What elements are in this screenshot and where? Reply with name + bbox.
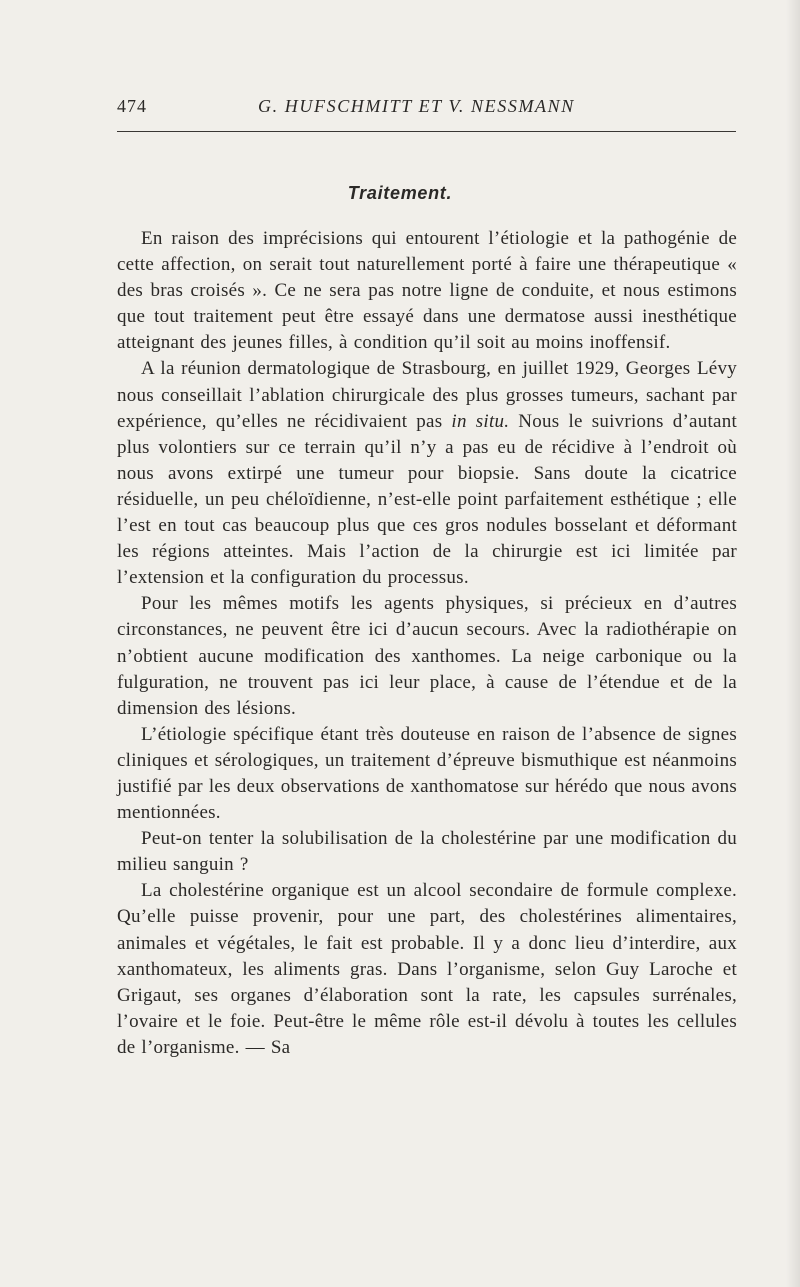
page-number: 474 <box>117 96 147 116</box>
paragraph: La cholestérine organique est un alcool secondaire de formule complexe. Qu’elle puisse provenir, pour une part, des cholestérines alimentaires, animales et végétales, le fait est probable. Il y a donc lieu d’interdire, aux xanthomateux, les aliments gras. Dans l’organisme, selon Guy Laroche et Grigaut, ses organes d’élaboration sont la rate, les capsules surrénales, l’ovaire et le foie. Peut-être le même rôle est-il dévolu à toutes les cellules de l’organisme. — Sa <box>117 880 737 1058</box>
paragraph-text: A la réunion dermatologique de Strasbourg, en juillet 1929, Georges Lévy nous conseillait l’ablation chirurgicale des plus grosses tumeurs, sachant par expérience, qu’elles ne récidivaient pas <box>117 358 737 432</box>
running-title: G. HUFSCHMITT ET V. NESSMANN <box>258 96 575 116</box>
running-head <box>117 96 737 120</box>
paragraph <box>117 356 737 591</box>
paragraph: Pour les mêmes motifs les agents physiques, si précieux en d’autres circonstances, ne peuvent être ici d’aucun secours. Avec la radiothérapie on n’obtient aucune modification des xanthomes. La neige carbonique ou la fulguration, ne trouvent pas ici leur place, à cause de l’étendue et de la dimension des lésions. <box>117 593 737 719</box>
header-rule <box>117 131 736 132</box>
paragraph: Peut-on tenter la solubilisation de la cholestérine par une modification du milieu sanguin ? <box>117 828 737 876</box>
section-title: Traitement. <box>347 183 453 203</box>
paragraph: En raison des imprécisions qui entourent l’étiologie et la pathogénie de cette affection, on serait tout naturellement porté à faire une thérapeutique « des bras croisés ». Ce ne sera pas notre ligne de conduite, et nous estimons que tout traitement peut être essayé dans une dermatose aussi inesthétique atteignant des jeunes filles, à condition qu’il soit au moins inoffensif. <box>117 228 737 354</box>
latin-phrase: in situ. <box>451 410 510 432</box>
paragraph: L’étiologie spécifique étant très douteuse en raison de l’absence de signes cliniques et sérologiques, un traitement d’épreuve bismuthique est néanmoins justifié par les deux observations de xanthomatose sur hérédo que nous avons mentionnées. <box>117 723 737 824</box>
body-text <box>117 226 737 1061</box>
paragraph-text: Nous le suivrions d’autant plus volontiers sur ce terrain qu’il n’y a pas eu de récidive à l’endroit où nous avons extirpé une tumeur pour biopsie. Sans doute la cicatrice résiduelle, un peu chéloïdienne, n’est-elle point parfaitement esthétique ; elle l’est en tout cas beaucoup plus que ces gros nodules bosselant et déformant les régions atteintes. Mais l’action de la chirurgie est ici limitée par l’extension et la configuration du processus. <box>117 410 737 589</box>
